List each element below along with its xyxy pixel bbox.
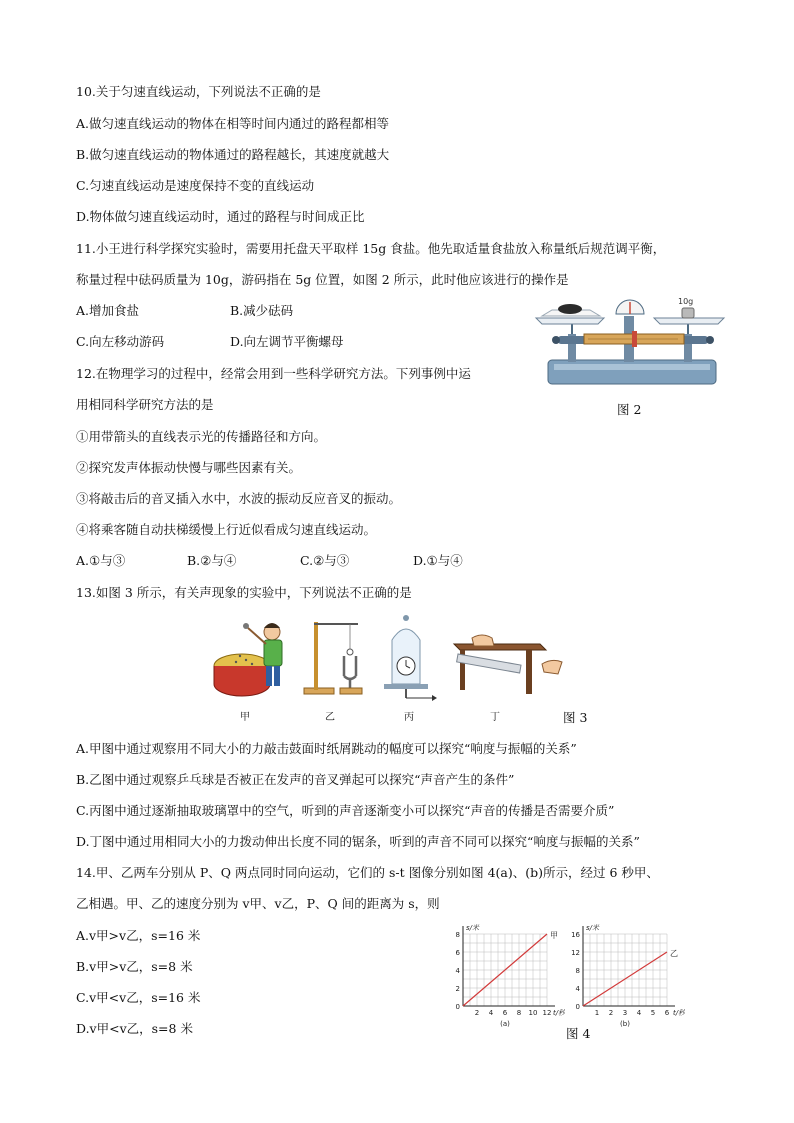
graph-b-y-tick: 8 (575, 967, 580, 975)
q13-option-c: C.丙图中通过逐渐抽取玻璃罩中的空气，听到的声音逐渐变小可以探究“声音的传播是否需要介质” (76, 803, 615, 818)
q12-item-1: ①用带箭头的直线表示光的传播路径和方向。 (76, 429, 327, 444)
q11-option-a: A.增加食盐 (76, 303, 140, 318)
graph-b-x-tick: 3 (622, 1009, 628, 1017)
figure-2-balance (528, 294, 728, 394)
graph-a-x-label: t/秒 (553, 1009, 565, 1017)
q12-item-3: ③将敲击后的音叉插入水中，水波的振动反应音叉的振动。 (76, 491, 402, 506)
q10-option-c: C.匀速直线运动是速度保持不变的直线运动 (76, 178, 315, 193)
figure-4b-graph (565, 922, 685, 1032)
graph-a-sub-caption: (a) (500, 1020, 510, 1028)
weight-label: 10g (678, 297, 694, 306)
figure-3-label-yi: 乙 (325, 712, 335, 723)
q14-stem-line2: 乙相遇。甲、乙的速度分别为 v甲、v乙，P、Q 间的距离为 s，则 (76, 896, 440, 911)
graph-a-x-tick: 10 (528, 1009, 538, 1017)
q13-option-b: B.乙图中通过观察乒乓球是否被正在发声的音叉弹起可以探究“声音产生的条件” (76, 772, 515, 787)
q11-option-d: D.向左调节平衡螺母 (230, 334, 344, 349)
q10-stem: 10.关于匀速直线运动，下列说法不正确的是 (76, 84, 321, 99)
graph-a-series-label: 甲 (550, 931, 558, 940)
figure-3-label-ding: 丁 (490, 712, 500, 723)
graph-b-x-tick: 6 (664, 1009, 670, 1017)
q12-option-b: B.②与④ (187, 553, 237, 568)
figure-4a-graph (445, 922, 565, 1032)
graph-b-x-tick: 1 (594, 1009, 600, 1017)
q12-item-4: ④将乘客随自动扶梯缓慢上行近似看成匀速直线运动。 (76, 522, 377, 537)
q11-stem-line1: 11.小王进行科学探究实验时，需要用托盘天平取样 15g 食盐。他先取适量食盐放入称量纸后规范调平衡， (76, 241, 666, 256)
graph-b-y-tick: 0 (575, 1003, 580, 1011)
graph-a-y-tick: 0 (455, 1003, 460, 1011)
graph-b-y-tick: 4 (575, 985, 580, 993)
graph-a-y-tick: 2 (455, 985, 460, 993)
figure-3-caption: 图 3 (563, 710, 588, 725)
figure-4-caption: 图 4 (566, 1026, 591, 1041)
q13-option-d: D.丁图中通过用相同大小的力拨动伸出长度不同的锯条，听到的声音不同可以探究“响度与振幅的关系” (76, 834, 640, 849)
q14-option-d: D.v甲<v乙，s=8 米 (76, 1021, 193, 1036)
q10-option-d: D.物体做匀速直线运动时，通过的路程与时间成正比 (76, 209, 365, 224)
q12-item-2: ②探究发声体振动快慢与哪些因素有关。 (76, 460, 302, 475)
figure-3-experiments (210, 614, 570, 704)
figure-2-caption: 图 2 (617, 402, 642, 417)
q14-stem-line1: 14.甲、乙两车分别从 P、Q 两点同时同向运动，它们的 s-t 图像分别如图 4(a)、(b)所示，经过 6 秒甲、 (76, 865, 659, 880)
q10-option-b: B.做匀速直线运动的物体通过的路程越长，其速度就越大 (76, 147, 390, 162)
graph-b-sub-caption: (b) (620, 1020, 630, 1028)
graph-b-x-label: t/秒 (673, 1009, 685, 1017)
graph-b-x-tick: 5 (650, 1009, 656, 1017)
graph-a-x-tick: 4 (488, 1009, 494, 1017)
figure-3-label-bing: 丙 (404, 712, 414, 723)
q13-stem: 13.如图 3 所示，有关声现象的实验中，下列说法不正确的是 (76, 585, 412, 600)
q14-option-a: A.v甲>v乙，s=16 米 (76, 928, 201, 943)
q12-stem-line1: 12.在物理学习的过程中，经常会用到一些科学研究方法。下列事例中运 (76, 366, 471, 381)
q12-option-a: A.①与③ (76, 553, 126, 568)
graph-b-y-label: s/米 (586, 924, 600, 932)
q14-option-b: B.v甲>v乙，s=8 米 (76, 959, 193, 974)
graph-a-x-tick: 12 (542, 1009, 552, 1017)
q12-stem-line2: 用相同科学研究方法的是 (76, 397, 214, 412)
q10-option-a: A.做匀速直线运动的物体在相等时间内通过的路程都相等 (76, 116, 390, 131)
graph-b-x-tick: 4 (636, 1009, 642, 1017)
graph-a-x-tick: 6 (502, 1009, 508, 1017)
graph-a-y-tick: 8 (455, 931, 460, 939)
graph-a-y-tick: 6 (455, 949, 460, 957)
q13-option-a: A.甲图中通过观察用不同大小的力敲击鼓面时纸屑跳动的幅度可以探究“响度与振幅的关系” (76, 741, 577, 756)
graph-a-x-tick: 2 (474, 1009, 480, 1017)
q11-option-b: B.减少砝码 (230, 303, 294, 318)
graph-b-x-tick: 2 (608, 1009, 614, 1017)
graph-a-x-tick: 8 (516, 1009, 522, 1017)
q12-option-d: D.①与④ (413, 553, 463, 568)
graph-a-y-label: s/米 (466, 924, 480, 932)
graph-b-y-tick: 12 (571, 949, 580, 957)
graph-a-y-tick: 4 (455, 967, 460, 975)
graph-b-y-tick: 16 (571, 931, 580, 939)
figure-3-label-jia: 甲 (240, 712, 250, 723)
q12-option-c: C.②与③ (300, 553, 350, 568)
q11-option-c: C.向左移动游码 (76, 334, 165, 349)
q11-stem-line2: 称量过程中砝码质量为 10g，游码指在 5g 位置，如图 2 所示，此时他应该进行的操作是 (76, 272, 569, 287)
graph-b-series-label: 乙 (670, 949, 678, 958)
q14-option-c: C.v甲<v乙，s=16 米 (76, 990, 201, 1005)
